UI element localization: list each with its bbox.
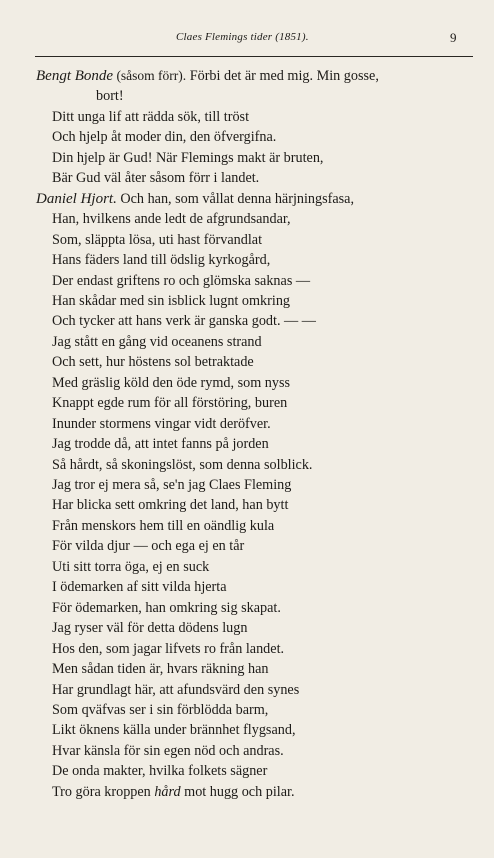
verse-line <box>52 475 291 495</box>
verse-line <box>52 107 249 127</box>
verse-line <box>52 352 254 372</box>
line-text: Ditt unga lif att rädda sök, till tröst <box>52 108 250 125</box>
line-text: Har grundlagt här, att afundsvärd den synes <box>52 681 300 698</box>
line-text: För ödemarken, han omkring sig skapat. <box>52 599 281 616</box>
verse-line <box>36 66 379 86</box>
verse-line <box>52 639 284 659</box>
line-text: Med gräslig köld den öde rymd, som nyss <box>52 374 291 391</box>
line-text: Jag ryser väl för detta dödens lugn <box>52 620 248 637</box>
speaker-name: Bengt Bonde <box>36 68 114 84</box>
line-text: Inunder stormens vingar vidt deröfver. <box>52 415 271 432</box>
line-text: Har blicka sett omkring det land, han bytt <box>52 497 289 514</box>
line-text: Och hjelp åt moder din, den öfvergifna. <box>52 129 277 146</box>
line-text: Som qväfvas ser i sin förblödda barm, <box>52 701 269 718</box>
line-text: Och han, som vållat denna härjningsfasa, <box>116 190 355 207</box>
verse-line <box>52 250 270 270</box>
line-text: Men sådan tiden är, hvars räkning han <box>52 661 269 678</box>
verse-line <box>52 168 259 188</box>
line-text: Han skådar med sin isblick lugnt omkring <box>52 292 291 309</box>
verse-line <box>52 720 296 740</box>
line-text: Och tycker att hans verk är ganska godt. — — <box>52 313 316 330</box>
verse-line <box>52 332 262 352</box>
stage-direction: (såsom förr). <box>113 68 187 83</box>
line-text: Hans fäders land till ödslig kyrkogård, <box>52 252 271 269</box>
verse-line <box>52 230 262 250</box>
verse-line <box>52 618 247 638</box>
verse-line <box>52 680 299 700</box>
line-text: Knappt egde rum för all förstöring, buren <box>52 395 288 412</box>
line-text: I ödemarken af sitt vilda hjerta <box>52 579 227 596</box>
verse-line <box>52 455 312 475</box>
verse-line <box>52 148 323 168</box>
line-text: Hos den, som jagar lifvets ro från landet. <box>52 640 285 657</box>
running-title: Claes Flemings tider (1851). <box>176 31 309 43</box>
emphasis-text: hård <box>154 783 181 800</box>
verse-line <box>52 434 269 454</box>
line-text: De onda makter, hvilka folkets sägner <box>52 763 268 780</box>
line-text-tail: mot hugg och pilar. <box>180 783 295 800</box>
line-text: Hvar känsla för sin egen nöd och andras. <box>52 742 284 759</box>
verse-line <box>96 86 124 106</box>
verse-line <box>52 127 276 147</box>
line-text: Och sett, hur höstens sol betraktade <box>52 354 254 371</box>
verse-line <box>52 741 284 761</box>
line-text: Så hårdt, så skoningslöst, som denna solblick. <box>52 456 313 473</box>
verse-line <box>52 700 268 720</box>
verse-line <box>52 536 244 556</box>
verse-line <box>52 393 287 413</box>
verse-line <box>52 659 269 679</box>
line-text: Jag tror ej mera så, se'n jag Claes Fleming <box>52 477 292 493</box>
speaker-name: Daniel Hjort. <box>36 190 117 207</box>
verse-line <box>52 414 271 434</box>
line-text: Förbi det är med mig. Min gosse, <box>186 68 379 84</box>
verse-line <box>52 495 288 515</box>
line-text: bort! <box>96 88 124 105</box>
line-text: Från menskors hem till en oändlig kula <box>52 517 275 534</box>
line-text: Din hjelp är Gud! När Flemings makt är bruten, <box>52 149 324 166</box>
verse-line <box>52 782 295 802</box>
verse-line <box>52 291 290 311</box>
verse-line <box>52 373 290 393</box>
line-text: Jag stått en gång vid oceanens strand <box>52 333 262 350</box>
line-text: Han, hvilkens ande ledt de afgrundsandar, <box>52 211 291 228</box>
verse-line <box>52 577 227 597</box>
page-number: 9 <box>450 30 457 45</box>
verse-line <box>52 209 291 229</box>
line-text: Tro göra kroppen <box>52 783 155 800</box>
verse-line <box>52 598 281 618</box>
line-text: För vilda djur — och ega ej en tår <box>52 538 245 555</box>
line-text: Der endast griftens ro och glömska saknas — <box>52 272 311 289</box>
verse-line <box>52 271 310 291</box>
line-text: Likt öknens källa under brännhet flygsand, <box>52 722 296 739</box>
verse-line <box>52 761 267 781</box>
verse-line <box>52 516 274 536</box>
line-text: Uti sitt torra öga, ej en suck <box>52 558 210 575</box>
line-text: Bär Gud väl åter såsom förr i landet. <box>52 170 260 187</box>
line-text: Som, släppta lösa, uti hast förvandlat <box>52 231 263 248</box>
line-text: Jag trodde då, att intet fanns på jorden <box>52 436 269 453</box>
verse-line <box>52 557 209 577</box>
verse-line <box>36 189 354 209</box>
verse-line <box>52 311 316 331</box>
